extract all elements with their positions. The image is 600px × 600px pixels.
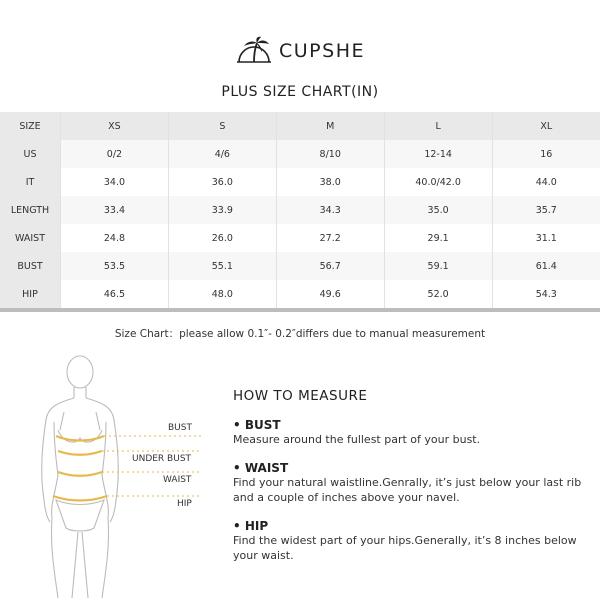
under-bust-label: UNDER BUST [132, 454, 192, 464]
table-row [0, 168, 600, 196]
table-header-cell: L [384, 112, 492, 140]
table-row [0, 196, 600, 224]
bust-heading: • BUST [233, 418, 281, 432]
table-cell: 55.1 [168, 252, 276, 280]
size-table [0, 112, 600, 308]
table-header-cell: SIZE [0, 112, 61, 140]
row-label: LENGTH [0, 196, 61, 224]
table-cell: 44.0 [535, 176, 557, 188]
row-label: IT [0, 168, 61, 196]
row-label: BUST [0, 252, 61, 280]
table-divider [0, 308, 600, 312]
table-cell: 8/10 [276, 140, 384, 168]
table-cell: 0/2 [61, 140, 169, 168]
table-header-cell: S [168, 112, 276, 140]
table-cell: 53.5 [61, 252, 169, 280]
table-cell: 34.3 [276, 196, 384, 224]
hip-label: HIP [177, 499, 192, 509]
table-cell: 33.9 [168, 196, 276, 224]
table-cell: 35.7 [492, 196, 600, 224]
table-cell: 56.7 [276, 252, 384, 280]
table-cell: 12-14 [384, 140, 492, 168]
measurement-note: Size Chart：please allow 0.1″- 0.2″differs due to manual measurement [114, 328, 486, 340]
table-cell: 29.1 [384, 224, 492, 252]
table-cell: 49.6 [276, 280, 384, 308]
brand-name: CUPSHE [279, 40, 365, 62]
table-header-cell: XS [61, 112, 169, 140]
row-label: US [0, 140, 61, 168]
table-header-cell: M [276, 112, 384, 140]
hip-heading: • HIP [233, 519, 269, 533]
table-cell: 26.0 [168, 224, 276, 252]
bust-label: BUST [168, 423, 192, 433]
table-cell: 48.0 [168, 280, 276, 308]
table-cell: 4/6 [168, 140, 276, 168]
waist-label: WAIST [163, 475, 192, 485]
table-cell: 35.0 [384, 196, 492, 224]
table-cell: 52.0 [384, 280, 492, 308]
table-header-row [0, 112, 600, 140]
brand-header [0, 34, 600, 68]
palm-tree-sun-icon [235, 36, 273, 66]
bust-instructions: Measure around the fullest part of your bust. [233, 433, 481, 446]
table-cell: 27.2 [276, 224, 384, 252]
table-cell: 33.4 [61, 196, 169, 224]
table-row [0, 140, 600, 168]
table-cell: 31.1 [535, 232, 557, 244]
how-to-measure-section [233, 388, 583, 577]
table-cell: 36.0 [168, 168, 276, 196]
table-cell: 34.0 [61, 168, 169, 196]
body-figure [20, 350, 220, 600]
table-cell: 61.4 [492, 252, 600, 280]
row-label: HIP [0, 280, 61, 308]
table-cell: 40.0/42.0 [384, 168, 492, 196]
table-cell: 46.5 [61, 280, 169, 308]
table-cell: 16 [492, 140, 600, 168]
table-row [0, 252, 600, 280]
table-row [0, 280, 600, 308]
table-header-cell: XL [492, 112, 600, 140]
table-cell: 38.0 [276, 168, 384, 196]
chart-title: PLUS SIZE CHART(IN) [221, 84, 379, 100]
waist-heading: • WAIST [233, 461, 289, 475]
row-label: WAIST [0, 224, 61, 252]
table-cell: 54.3 [535, 288, 557, 300]
waist-instructions: Find your natural waistline.Genrally, it’s just below your last rib and a couple of inches above your navel. [233, 476, 582, 504]
hip-instructions: Find the widest part of your hips.Generally, it’s 8 inches below your waist. [233, 534, 577, 562]
table-row [0, 224, 600, 252]
table-cell: 59.1 [384, 252, 492, 280]
table-cell: 24.8 [61, 224, 169, 252]
how-to-measure-title: HOW TO MEASURE [233, 388, 368, 404]
